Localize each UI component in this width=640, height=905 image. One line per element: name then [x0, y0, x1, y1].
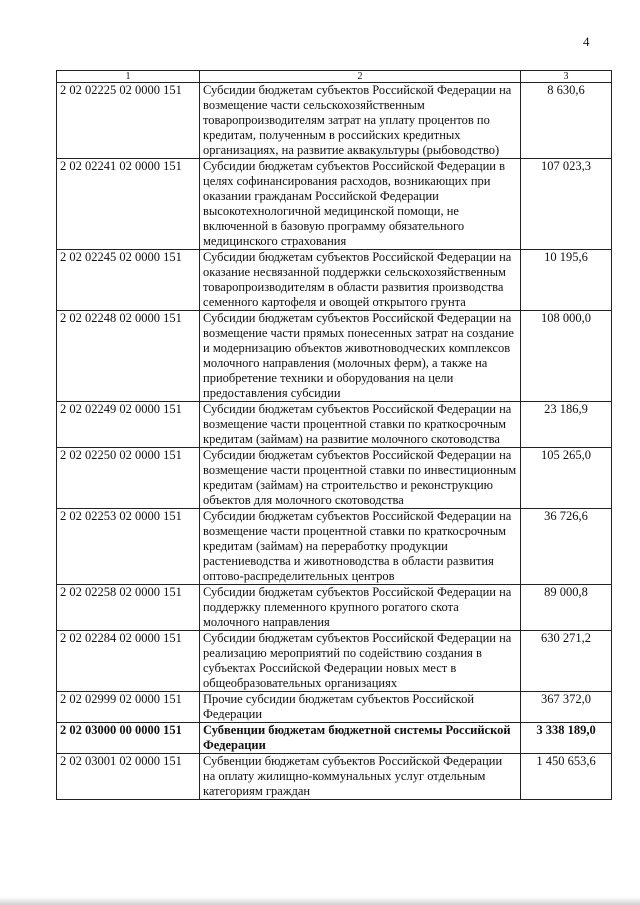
amount-cell: 1 450 653,6 [521, 754, 612, 800]
budget-table [56, 70, 612, 800]
budget-code-cell: 2 02 02249 02 0000 151 [57, 402, 200, 448]
description-cell: Субсидии бюджетам субъектов Российской Федерации на возмещение части сельскохозяйственным товаропроизводителям затрат на уплату процентов по кредитам, полученным в российских кредитных организациях, на развитие аквакультуры (рыбоводство) [200, 83, 521, 159]
table-row [57, 83, 612, 159]
table-row [57, 631, 612, 692]
description-cell: Субвенции бюджетам бюджетной системы Российской Федерации [200, 723, 521, 754]
column-header-description: 2 [200, 71, 521, 83]
amount-cell: 105 265,0 [521, 448, 612, 509]
table-row [57, 448, 612, 509]
table-row [57, 509, 612, 585]
description-cell: Субсидии бюджетам субъектов Российской Федерации на реализацию мероприятий по содействию создания в субъектах Российской Федерации новых мест в общеобразовательных организациях [200, 631, 521, 692]
budget-code-cell: 2 02 02253 02 0000 151 [57, 509, 200, 585]
table-row [57, 585, 612, 631]
table-row [57, 311, 612, 402]
description-cell: Субвенции бюджетам субъектов Российской Федерации на оплату жилищно-коммунальных услуг отдельным категориям граждан [200, 754, 521, 800]
budget-code-cell: 2 02 02241 02 0000 151 [57, 159, 200, 250]
description-cell: Субсидии бюджетам субъектов Российской Федерации на возмещение части процентной ставки по краткосрочным кредитам (займам) на переработку продукции растениеводства и животноводства в области развития оптово-распределительных центров [200, 509, 521, 585]
column-header-code: 1 [57, 71, 200, 83]
description-cell: Субсидии бюджетам субъектов Российской Федерации на оказание несвязанной поддержки сельскохозяйственным товаропроизводителям в области развития производства семенного картофеля и овощей открытого грунта [200, 250, 521, 311]
table-row [57, 159, 612, 250]
amount-cell: 630 271,2 [521, 631, 612, 692]
description-cell: Субсидии бюджетам субъектов Российской Федерации на поддержку племенного крупного рогатого скота молочного направления [200, 585, 521, 631]
budget-code-cell: 2 02 02258 02 0000 151 [57, 585, 200, 631]
budget-code-cell: 2 02 02225 02 0000 151 [57, 83, 200, 159]
table-header-row [57, 71, 612, 83]
amount-cell: 3 338 189,0 [521, 723, 612, 754]
budget-code-cell: 2 02 02248 02 0000 151 [57, 311, 200, 402]
description-cell: Субсидии бюджетам субъектов Российской Федерации на возмещение части прямых понесенных затрат на создание и модернизацию объектов животноводческих комплексов молочного направления (молочных ферм), а также на приобретение техники и оборудования на цели предоставления субсидии [200, 311, 521, 402]
description-cell: Субсидии бюджетам субъектов Российской Федерации в целях софинансирования расходов, возникающих при оказании гражданам Российской Федерации высокотехнологичной медицинской помощи, не включенной в базовую программу обязательного медицинского страхования [200, 159, 521, 250]
table-row [57, 250, 612, 311]
amount-cell: 36 726,6 [521, 509, 612, 585]
budget-code-cell: 2 02 03000 00 0000 151 [57, 723, 200, 754]
description-cell: Субсидии бюджетам субъектов Российской Федерации на возмещение части процентной ставки по краткосрочным кредитам (займам) на развитие молочного скотоводства [200, 402, 521, 448]
page-number: 4 [583, 34, 590, 49]
budget-code-cell: 2 02 03001 02 0000 151 [57, 754, 200, 800]
description-cell: Прочие субсидии бюджетам субъектов Российской Федерации [200, 692, 521, 723]
table-row [57, 723, 612, 754]
description-cell: Субсидии бюджетам субъектов Российской Федерации на возмещение части процентной ставки по инвестиционным кредитам (займам) на строительство и реконструкцию объектов для молочного скотоводства [200, 448, 521, 509]
table-row [57, 402, 612, 448]
amount-cell: 89 000,8 [521, 585, 612, 631]
budget-code-cell: 2 02 02999 02 0000 151 [57, 692, 200, 723]
table-row [57, 692, 612, 723]
scan-shadow-edge [0, 897, 640, 905]
budget-code-cell: 2 02 02245 02 0000 151 [57, 250, 200, 311]
table-row [57, 754, 612, 800]
column-header-amount: 3 [521, 71, 612, 83]
amount-cell: 367 372,0 [521, 692, 612, 723]
amount-cell: 107 023,3 [521, 159, 612, 250]
budget-code-cell: 2 02 02250 02 0000 151 [57, 448, 200, 509]
amount-cell: 10 195,6 [521, 250, 612, 311]
budget-code-cell: 2 02 02284 02 0000 151 [57, 631, 200, 692]
amount-cell: 8 630,6 [521, 83, 612, 159]
amount-cell: 108 000,0 [521, 311, 612, 402]
amount-cell: 23 186,9 [521, 402, 612, 448]
